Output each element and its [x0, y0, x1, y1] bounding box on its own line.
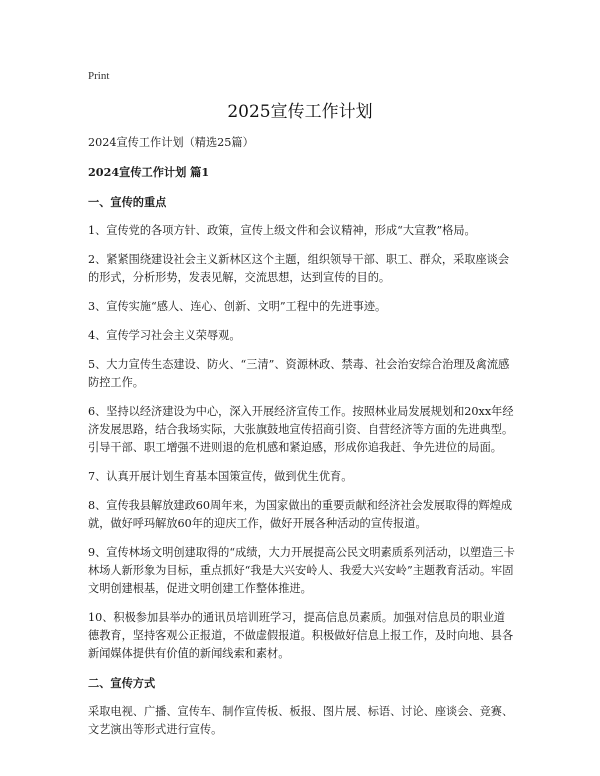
list-item: 3、宣传实施“感人、连心、创新、文明”工程中的先进事迹。	[88, 300, 387, 313]
list-item: 2、紧紧围绕建设社会主义新林区这个主题，组织领导干部、职工、群众，采取座谈会的形式，分析形势，发表见解，交流思想，达到宣传的目的。	[88, 253, 510, 284]
page-title: 2025宣传工作计划	[227, 102, 373, 122]
print-link[interactable]: Print	[88, 70, 110, 82]
list-item: 5、大力宣传生态建设、防火、“三清”、资源林政、禁毒、社会治安综合治理及禽流感防控工作。	[88, 358, 510, 389]
article-heading: 2024宣传工作计划 篇1	[88, 165, 210, 179]
list-item: 10、积极参加县举办的通讯员培训班学习，提高信息员素质。加强对信息员的职业道德教育，坚持客观公正报道，不做虚假报道。积极做好信息上报工作，及时向地、县各新闻媒体提供有价值的新闻线索和素材。	[88, 611, 514, 660]
section-heading-focus: 一、宣传的重点	[88, 195, 167, 209]
section-heading-methods: 二、宣传方式	[88, 676, 156, 690]
list-item: 4、宣传学习社会主义荣辱观。	[88, 329, 241, 342]
section-methods-text: 采取电视、广播、宣传车、制作宣传板、板报、图片展、标语、讨论、座谈会、竞赛、文艺演出等形式进行宣传。	[88, 705, 514, 736]
list-item: 9、宣传林场文明创建取得的“成绩，大力开展提高公民文明素质系列活动，以塑造三卡林场人新形象为目标，重点抓好“我是大兴安岭人、我爱大兴安岭”主题教育活动。牢固文明创建根基，促进文明创建工作整体推进。	[88, 546, 515, 595]
list-item: 1、宣传党的各项方针、政策，宣传上级文件和会议精神，形成“大宣教”格局。	[88, 224, 476, 237]
document-body	[88, 134, 516, 750]
document-subtitle: 2024宣传工作计划（精选25篇）	[88, 136, 254, 149]
list-item: 7、认真开展计划生育基本国策宣传，做到优生优育。	[88, 470, 353, 483]
list-item: 8、宣传我县解放建政60周年来，为国家做出的重要贡献和经济社会发展取得的辉煌成就，做好呼玛解放60年的迎庆工作，做好开展各种活动的宣传报道。	[88, 499, 513, 530]
list-item: 6、坚持以经济建设为中心，深入开展经济宣传工作。按照林业局发展规划和20xx年经济发展思路，结合我场实际，大张旗鼓地宣传招商引资、自营经济等方面的先进典型。引导干部、职工增强不进则退的危机感和紧迫感，形成你追我赶、争先进位的局面。	[88, 405, 514, 454]
